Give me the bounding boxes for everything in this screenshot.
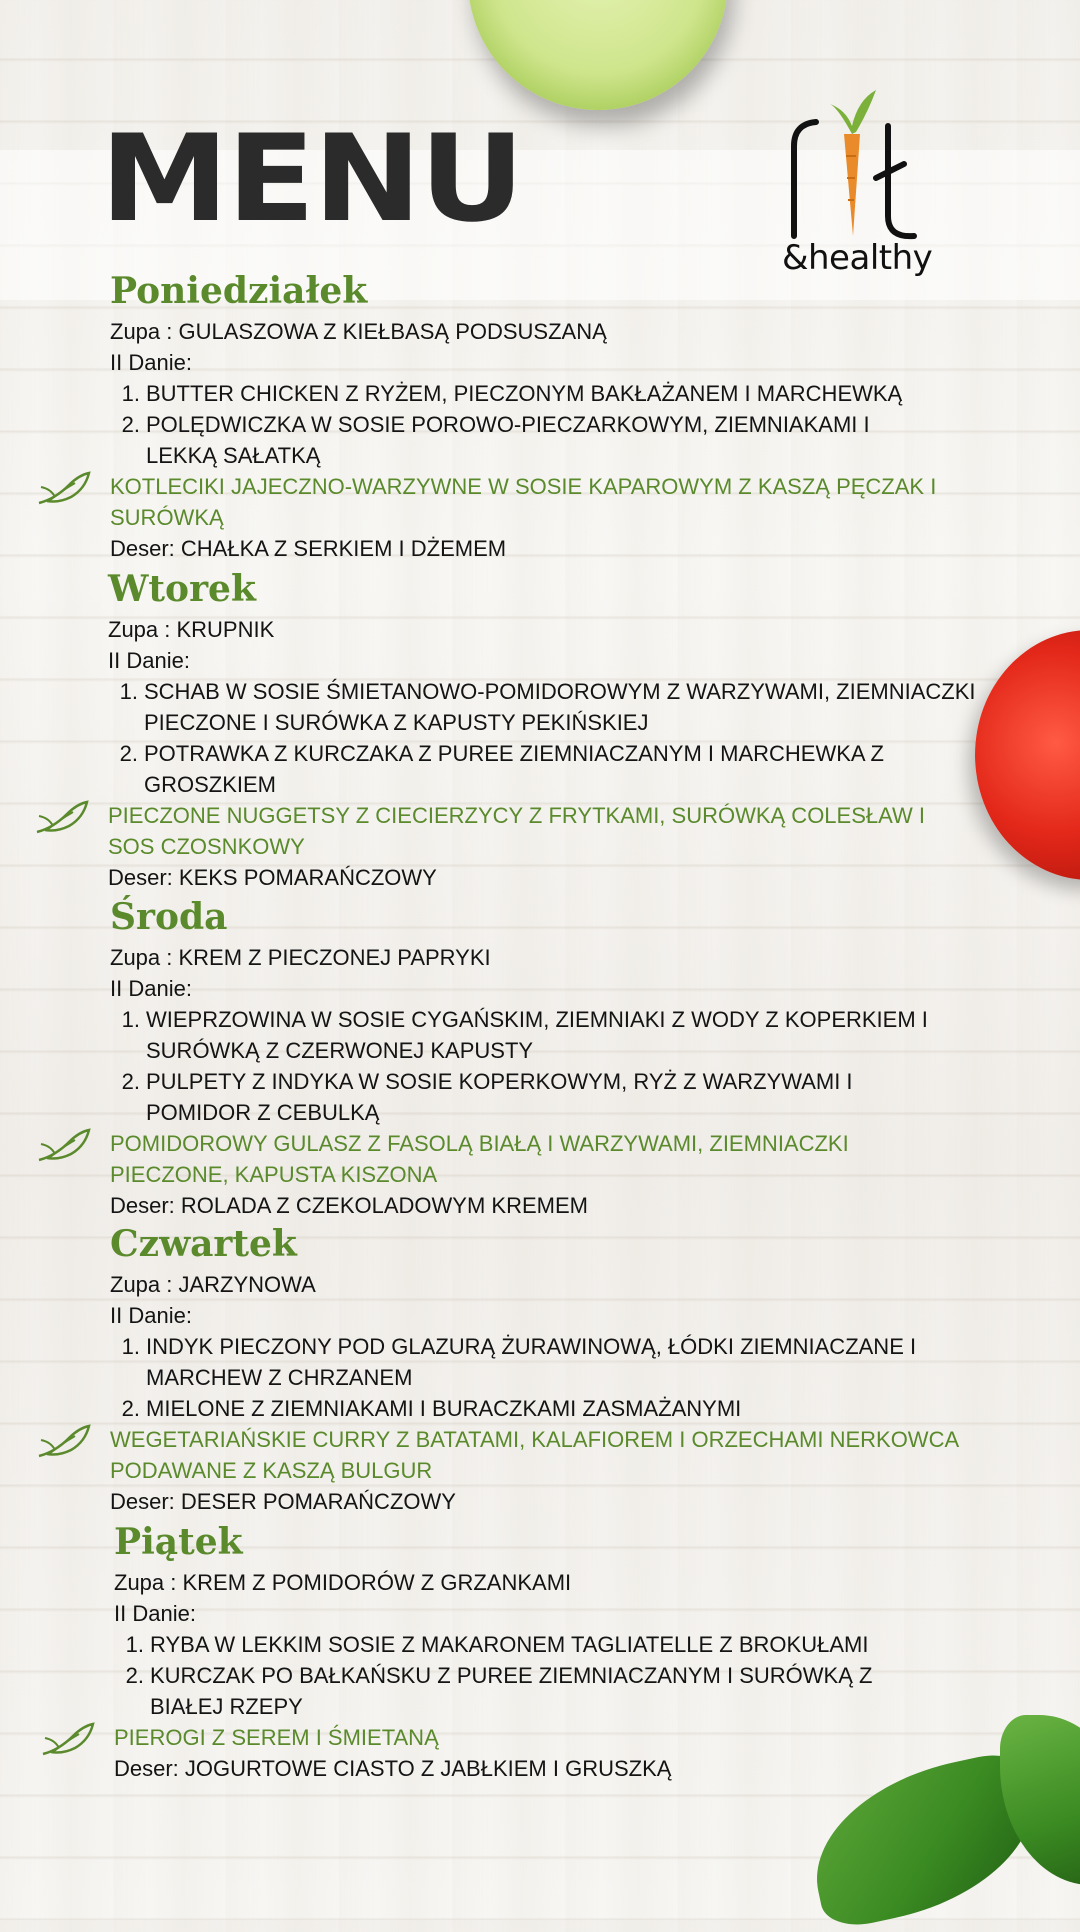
cucumber-slice-image — [468, 0, 728, 110]
vegetarian-dish-text: WEGETARIAŃSKIE CURRY Z BATATAMI, KALAFIOREM I ORZECHAMI NERKOWCA PODAWANE Z KASZĄ BULGUR — [110, 1427, 958, 1483]
vegetarian-dish-text: PIECZONE NUGGETSY Z CIECIERZYCY Z FRYTKAMI, SURÓWKĄ COLESŁAW I SOS CZOSNKOWY — [108, 803, 925, 859]
vegetarian-dish — [110, 1424, 970, 1486]
dish-list — [110, 1004, 940, 1128]
dish-text: WIEPRZOWINA W SOSIE CYGAŃSKIM, ZIEMNIAKI Z WODY Z KOPERKIEM I SURÓWKĄ Z CZERWONEJ KAPUSTY — [146, 1007, 928, 1063]
tomato-image — [975, 630, 1080, 880]
dish-number: 1. — [121, 1007, 140, 1032]
day-section-wednesday — [110, 896, 970, 1221]
vegetarian-dish — [110, 1128, 970, 1190]
soup-line: Zupa : JARZYNOWA — [110, 1272, 316, 1297]
day-name: Środa — [110, 896, 228, 938]
soup-line: Zupa : KREM Z PIECZONEJ PAPRYKI — [110, 945, 491, 970]
vegetarian-dish-text: KOTLECIKI JAJECZNO-WARZYWNE W SOSIE KAPAROWYM Z KASZĄ PĘCZAK I SURÓWKĄ — [110, 474, 937, 530]
leaf-icon — [33, 798, 91, 838]
day-name: Poniedziałek — [110, 270, 368, 312]
main-course-label: II Danie: — [110, 350, 192, 375]
vegetarian-dish-text: POMIDOROWY GULASZ Z FASOLĄ BIAŁĄ I WARZYWAMI, ZIEMNIACZKI PIECZONE, KAPUSTA KISZONA — [110, 1131, 849, 1187]
dish-number: 2. — [119, 741, 138, 766]
menu-title: MENU — [100, 110, 523, 249]
dish-number: 2. — [125, 1663, 144, 1688]
dish-text: PULPETY Z INDYKA W SOSIE KOPERKOWYM, RYŻ Z WARZYWAMI I POMIDOR Z CEBULKĄ — [146, 1069, 853, 1125]
leaf-icon — [35, 469, 93, 509]
dish-list — [108, 676, 978, 800]
dessert-line: Deser: CHAŁKA Z SERKIEM I DŻEMEM — [110, 536, 507, 561]
vegetarian-dish-text: PIEROGI Z SEREM I ŚMIETANĄ — [114, 1725, 439, 1750]
dish-item — [114, 1660, 934, 1722]
dish-item — [110, 1004, 940, 1066]
dish-item — [110, 1066, 940, 1128]
dish-number: 1. — [121, 381, 140, 406]
dish-item — [108, 676, 978, 738]
soup-line: Zupa : KRUPNIK — [108, 617, 275, 642]
dish-text: INDYK PIECZONY POD GLAZURĄ ŻURAWINOWĄ, ŁÓDKI ZIEMNIACZANE I MARCHEW Z CHRZANEM — [146, 1334, 917, 1390]
leaf-icon — [35, 1422, 93, 1462]
dish-item — [110, 1331, 930, 1393]
day-section-thursday — [110, 1223, 970, 1517]
logo-tagline: &healthy — [782, 238, 933, 278]
basil-leaf-image — [1000, 1715, 1080, 1885]
dish-number: 2. — [121, 1069, 140, 1094]
dish-text: RYBA W LEKKIM SOSIE Z MAKARONEM TAGLIATELLE Z BROKUŁAMI — [150, 1632, 869, 1657]
main-course-label: II Danie: — [110, 976, 192, 1001]
dish-list — [110, 378, 940, 471]
vegetarian-dish — [110, 471, 960, 533]
dish-text: BUTTER CHICKEN Z RYŻEM, PIECZONYM BAKŁAŻANEM I MARCHEWKĄ — [146, 381, 903, 406]
dish-number: 1. — [121, 1334, 140, 1359]
main-course-label: II Danie: — [108, 648, 190, 673]
dish-list — [110, 1331, 930, 1424]
day-section-friday — [114, 1521, 934, 1784]
dish-item — [110, 409, 940, 471]
vegetarian-dish — [108, 800, 968, 862]
day-name: Wtorek — [108, 568, 256, 610]
dish-list — [114, 1629, 934, 1722]
dish-number: 1. — [125, 1632, 144, 1657]
main-course-label: II Danie: — [114, 1601, 196, 1626]
day-section-monday — [110, 270, 960, 564]
dish-text: POTRAWKA Z KURCZAKA Z PUREE ZIEMNIACZANYM I MARCHEWKA Z GROSZKIEM — [144, 741, 884, 797]
main-course-label: II Danie: — [110, 1303, 192, 1328]
leaf-icon — [39, 1720, 97, 1760]
dessert-line: Deser: DESER POMARAŃCZOWY — [110, 1489, 456, 1514]
dish-item — [108, 738, 924, 800]
day-name: Piątek — [114, 1521, 243, 1563]
vegetarian-dish — [114, 1722, 934, 1753]
leaf-icon — [35, 1126, 93, 1166]
soup-line: Zupa : GULASZOWA Z KIEŁBASĄ PODSUSZANĄ — [110, 319, 607, 344]
dish-item — [110, 378, 940, 409]
dish-number: 2. — [121, 412, 140, 437]
soup-line: Zupa : KREM Z POMIDORÓW Z GRZANKAMI — [114, 1570, 572, 1595]
dish-item — [114, 1629, 934, 1660]
dish-text: POLĘDWICZKA W SOSIE POROWO-PIECZARKOWYM, ZIEMNIAKAMI I LEKKĄ SAŁATKĄ — [146, 412, 870, 468]
dish-text: KURCZAK PO BAŁKAŃSKU Z PUREE ZIEMNIACZANYM I SURÓWKĄ Z BIAŁEJ RZEPY — [150, 1663, 873, 1719]
dish-item — [110, 1393, 930, 1424]
dessert-line: Deser: KEKS POMARAŃCZOWY — [108, 865, 437, 890]
dessert-line: Deser: JOGURTOWE CIASTO Z JABŁKIEM I GRUSZKĄ — [114, 1756, 672, 1781]
day-section-tuesday — [108, 568, 978, 893]
day-name: Czwartek — [110, 1223, 297, 1265]
dish-number: 1. — [119, 679, 138, 704]
dessert-line: Deser: ROLADA Z CZEKOLADOWYM KREMEM — [110, 1193, 588, 1218]
dish-text: SCHAB W SOSIE ŚMIETANOWO-POMIDOROWYM Z WARZYWAMI, ZIEMNIACZKI PIECZONE I SURÓWKA Z KAPUSTY PEKIŃSKIEJ — [144, 679, 976, 735]
dish-number: 2. — [121, 1396, 140, 1421]
dish-text: MIELONE Z ZIEMNIAKAMI I BURACZKAMI ZASMAŻANYMI — [146, 1396, 742, 1421]
